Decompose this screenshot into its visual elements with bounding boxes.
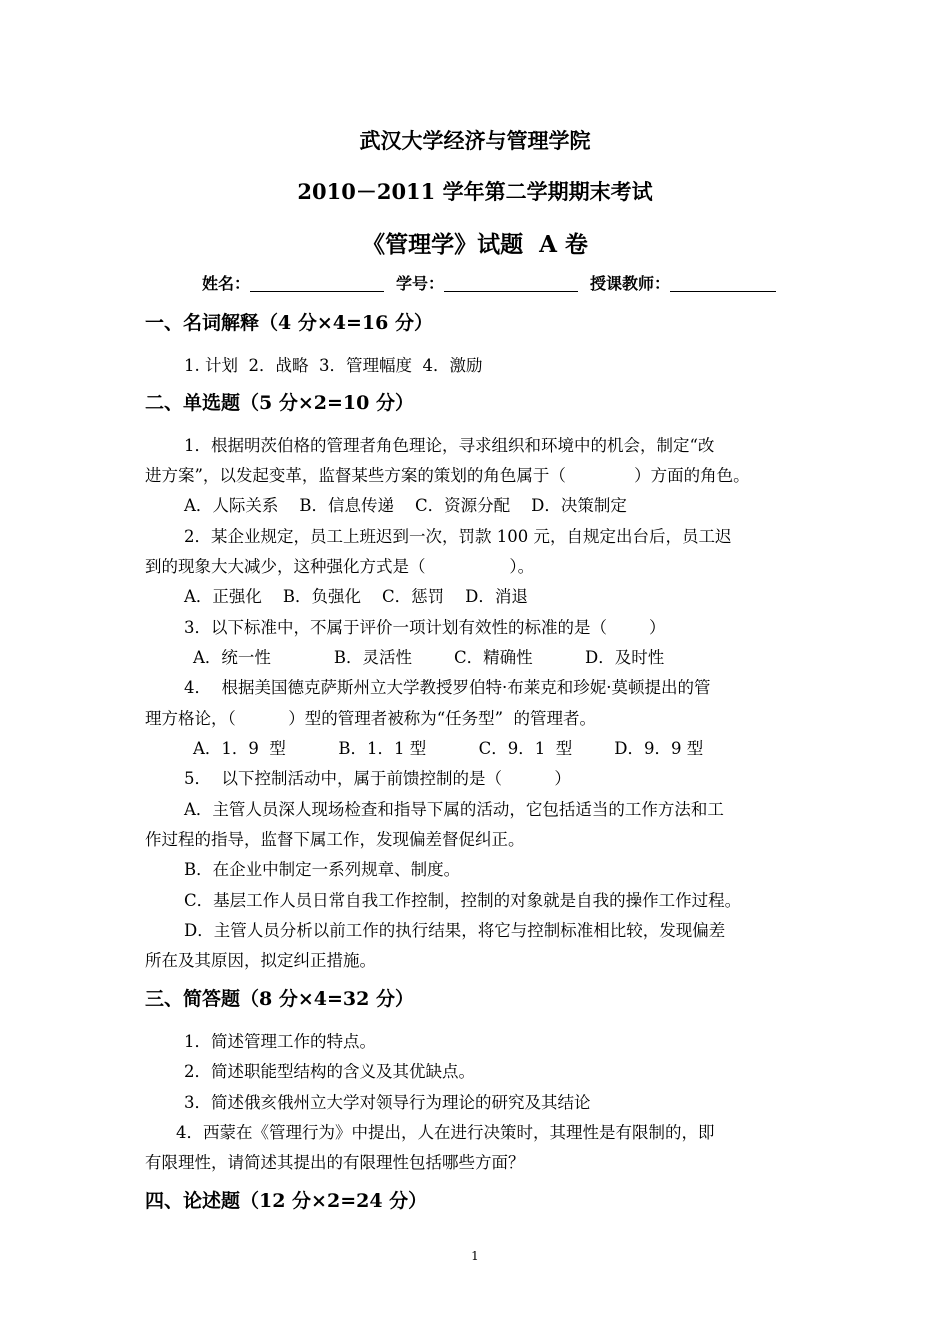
teacher-label: 授课教师： (590, 274, 671, 293)
q2-options: A．正强化 B．负强化 C．惩罚 D．消退 (184, 587, 528, 606)
name-blank (250, 274, 384, 292)
short-q3: 3．简述俄亥俄州立大学对领导行为理论的研究及其结论 (184, 1093, 591, 1112)
q5-option-c: C．基层工作人员日常自我工作控制，控制的对象就是自我的操作工作过程。 (184, 891, 742, 910)
teacher-blank (670, 274, 776, 292)
page-number: 1 (471, 1249, 479, 1263)
q1-line1: 1．根据明茨伯格的管理者角色理论，寻求组织和环境中的机会，制定“改 (184, 436, 715, 455)
student-info-line (202, 271, 776, 294)
school-title: 武汉大学经济与管理学院 (359, 128, 591, 153)
q4-line2: 理方格论，（ ）型的管理者被称为“任务型” 的管理者。 (145, 709, 597, 728)
short-q1: 1．简述管理工作的特点。 (184, 1032, 376, 1051)
paper-title: 《管理学》试题 A 卷 (362, 231, 588, 258)
section1-heading: 一、名词解释（4 分×4=16 分） (145, 312, 433, 334)
q5-option-a-line2: 作过程的指导，监督下属工作，发现偏差督促纠正。 (145, 830, 525, 849)
section1-items: 1. 计划 2．战略 3．管理幅度 4．激励 (184, 356, 483, 375)
q4-options: A．1．9 型 B．1．1 型 C．9．1 型 D．9．9 型 (193, 739, 704, 758)
q5-option-a-line1: A．主管人员深人现场检查和指导下属的活动，它包括适当的工作方法和工 (184, 800, 724, 819)
short-q4-line2: 有限理性，请简述其提出的有限理性包括哪些方面？ (145, 1153, 525, 1172)
name-label: 姓名： (202, 274, 251, 293)
short-q2: 2．简述职能型结构的含义及其优缺点。 (184, 1062, 475, 1081)
id-label: 学号： (396, 274, 445, 293)
q2-line2: 到的现象大大减少，这种强化方式是（ ）。 (145, 557, 535, 576)
section2-heading: 二、单选题（5 分×2=10 分） (145, 392, 414, 414)
q4-line1: 4． 根据美国德克萨斯州立大学教授罗伯特·布莱克和珍妮·莫顿提出的管 (184, 678, 711, 697)
q2-line1: 2．某企业规定，员工上班迟到一次，罚款 100 元，自规定出台后，员工迟 (184, 527, 732, 546)
q5-option-d-line1: D．主管人员分析以前工作的执行结果，将它与控制标准相比较，发现偏差 (184, 921, 726, 940)
id-blank (444, 274, 578, 292)
q1-options: A．人际关系 B．信息传递 C．资源分配 D．决策制定 (184, 496, 627, 515)
q1-line2: 进方案”，以发起变革，监督某些方案的策划的角色属于（ ）方面的角色。 (145, 466, 750, 485)
term-title: 2010－2011 学年第二学期期末考试 (297, 179, 653, 204)
short-q4-line1: 4．西蒙在《管理行为》中提出，人在进行决策时，其理性是有限制的，即 (176, 1123, 715, 1142)
q3-line1: 3．以下标准中，不属于评价一项计划有效性的标准的是（ ） (184, 618, 666, 637)
q3-options: A．统一性 B．灵活性 C．精确性 D．及时性 (193, 648, 665, 667)
section4-heading: 四、论述题（12 分×2=24 分） (145, 1190, 428, 1212)
section3-heading: 三、简答题（8 分×4=32 分） (145, 988, 414, 1010)
q5-option-b: B．在企业中制定一系列规章、制度。 (184, 860, 461, 879)
q5-option-d-line2: 所在及其原因，拟定纠正措施。 (145, 951, 376, 970)
q5-line1: 5． 以下控制活动中，属于前馈控制的是（ ） (184, 769, 571, 788)
